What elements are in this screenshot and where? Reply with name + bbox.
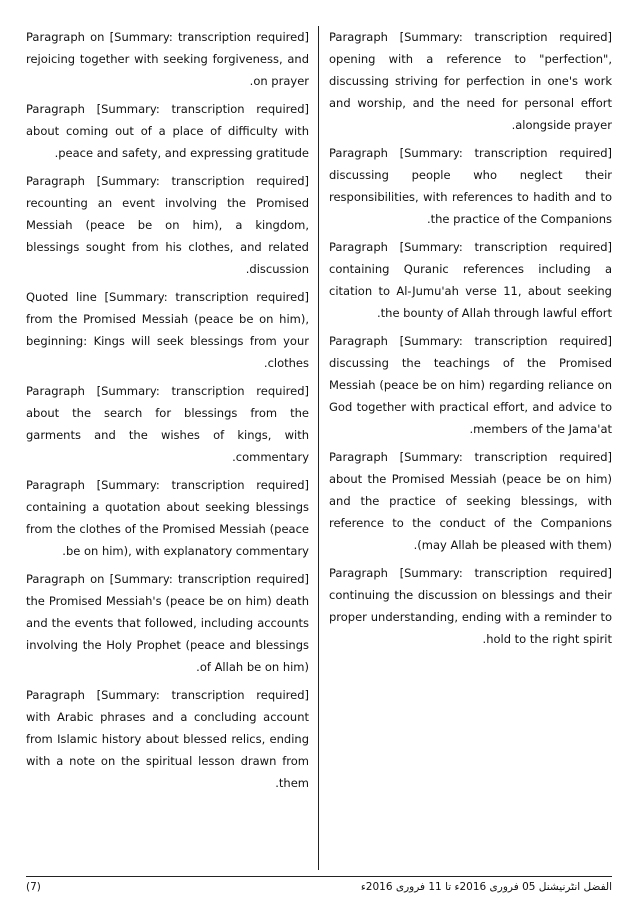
left-paragraph-3: [Summary: transcription required] Paragraph recounting an event involving the Promised Messiah (peace be on him), a kingdom, blessings sought from his clothes, and related discussion. bbox=[26, 174, 309, 276]
right-paragraph-6: [Summary: transcription required] Paragraph continuing the discussion on blessings and their proper understanding, ending with a reminder to hold to the right spirit. bbox=[329, 566, 612, 646]
left-paragraph-2: [Summary: transcription required] Paragraph about coming out of a place of difficulty with peace and safety, and expressing gratitude. bbox=[26, 102, 309, 160]
left-column bbox=[26, 26, 309, 870]
newspaper-page bbox=[26, 26, 612, 870]
page-number: (7) bbox=[26, 881, 41, 893]
left-paragraph-1: [Summary: transcription required] Paragraph on rejoicing together with seeking forgiveness, and on prayer. bbox=[26, 30, 309, 88]
left-paragraph-5: [Summary: transcription required] Paragraph about the search for blessings from the garments and the wishes of kings, with commentary. bbox=[26, 384, 309, 464]
right-column bbox=[329, 26, 612, 870]
article-columns bbox=[26, 26, 612, 870]
left-paragraph-4: [Summary: transcription required] Quoted line from the Promised Messiah (peace be on him), beginning: Kings will seek blessings from your clothes. bbox=[26, 290, 309, 370]
right-paragraph-5: [Summary: transcription required] Paragraph about the Promised Messiah (peace be on him) and the practice of seeking blessings, with reference to the conduct of the Companions (may Allah be pleased with them). bbox=[329, 450, 612, 552]
right-paragraph-4: [Summary: transcription required] Paragraph discussing the teachings of the Promised Messiah (peace be on him) regarding reliance on God together with practical effort, and advice to members of the Jama'at. bbox=[329, 334, 612, 436]
column-divider bbox=[309, 26, 329, 870]
left-paragraph-6: [Summary: transcription required] Paragraph containing a quotation about seeking blessings from the clothes of the Promised Messiah (peace be on him), with explanatory commentary. bbox=[26, 478, 309, 558]
right-paragraph-1: [Summary: transcription required] Paragraph opening with a reference to "perfection", discussing striving for perfection in one's work and worship, and the need for personal effort alongside prayer. bbox=[329, 30, 612, 132]
publication-title: الفضل انٹرنیشنل 05 فروری 2016ء تا 11 فروری 2016ء bbox=[360, 881, 612, 893]
right-paragraph-3: [Summary: transcription required] Paragraph containing Quranic references including a citation to Al-Jumu'ah verse 11, about seeking the bounty of Allah through lawful effort. bbox=[329, 240, 612, 320]
left-paragraph-8: [Summary: transcription required] Paragraph with Arabic phrases and a concluding account from Islamic history about blessed relics, ending with a note on the spiritual lesson drawn from them. bbox=[26, 688, 309, 790]
left-paragraph-7: [Summary: transcription required] Paragraph on the Promised Messiah's (peace be on him) death and the events that followed, including accounts involving the Holy Prophet (peace and blessings of Allah be on him). bbox=[26, 572, 309, 674]
right-paragraph-2: [Summary: transcription required] Paragraph discussing people who neglect their responsibilities, with references to hadith and to the practice of the Companions. bbox=[329, 146, 612, 226]
page-footer bbox=[26, 876, 612, 897]
